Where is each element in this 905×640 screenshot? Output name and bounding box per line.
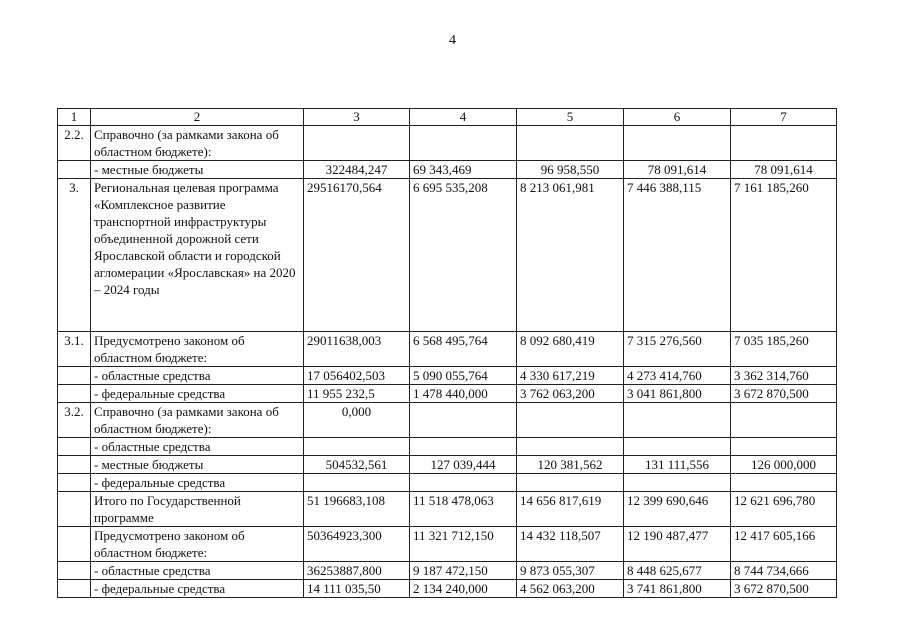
value-cell: 3 362 314,760 — [731, 367, 837, 385]
value-cell: 5 090 055,764 — [410, 367, 517, 385]
header-cell: 3 — [304, 109, 410, 126]
value-cell — [410, 438, 517, 456]
table-row — [58, 161, 837, 179]
row-label: - областные средства — [91, 438, 304, 456]
value-cell: 78 091,614 — [624, 161, 731, 179]
row-label: - федеральные средства — [91, 580, 304, 598]
row-number — [58, 580, 91, 598]
value-cell — [731, 126, 837, 161]
header-cell: 4 — [410, 109, 517, 126]
value-cell: 3 762 063,200 — [517, 385, 624, 403]
table-row — [58, 385, 837, 403]
value-cell: 8 744 734,666 — [731, 562, 837, 580]
value-cell: 4 273 414,760 — [624, 367, 731, 385]
value-cell — [410, 126, 517, 161]
value-cell: 2 134 240,000 — [410, 580, 517, 598]
table-row — [58, 367, 837, 385]
value-cell: 120 381,562 — [517, 456, 624, 474]
value-cell: 504532,561 — [304, 456, 410, 474]
value-cell — [624, 474, 731, 492]
table-row — [58, 562, 837, 580]
value-cell — [731, 403, 837, 438]
table-row — [58, 580, 837, 598]
row-label: Региональная целевая программа «Комплексное развитие транспортной инфраструктуры объединенной дорожной сети Ярославской области и городской агломерации «Ярославская» на 2020 – 2024 годы — [91, 179, 304, 332]
value-cell — [517, 474, 624, 492]
value-cell: 12 417 605,166 — [731, 527, 837, 562]
value-cell — [731, 474, 837, 492]
table-row — [58, 438, 837, 456]
header-cell: 7 — [731, 109, 837, 126]
value-cell: 6 695 535,208 — [410, 179, 517, 332]
row-number — [58, 456, 91, 474]
value-cell: 50364923,300 — [304, 527, 410, 562]
value-cell: 7 446 388,115 — [624, 179, 731, 332]
value-cell — [517, 438, 624, 456]
value-cell — [517, 126, 624, 161]
value-cell: 17 056402,503 — [304, 367, 410, 385]
value-cell: 11 321 712,150 — [410, 527, 517, 562]
value-cell — [517, 403, 624, 438]
table-row — [58, 474, 837, 492]
value-cell — [304, 474, 410, 492]
header-cell: 5 — [517, 109, 624, 126]
value-cell: 78 091,614 — [731, 161, 837, 179]
value-cell: 131 111,556 — [624, 456, 731, 474]
table-row — [58, 456, 837, 474]
value-cell: 4 330 617,219 — [517, 367, 624, 385]
value-cell: 51 196683,108 — [304, 492, 410, 527]
value-cell: 1 478 440,000 — [410, 385, 517, 403]
value-cell: 0,000 — [304, 403, 410, 438]
value-cell: 7 035 185,260 — [731, 332, 837, 367]
value-cell: 127 039,444 — [410, 456, 517, 474]
row-label: Справочно (за рамками закона об областном бюджете): — [91, 403, 304, 438]
row-number: 3. — [58, 179, 91, 332]
value-cell: 7 161 185,260 — [731, 179, 837, 332]
value-cell: 8 092 680,419 — [517, 332, 624, 367]
value-cell — [731, 438, 837, 456]
page-number: 4 — [449, 33, 456, 48]
value-cell — [624, 403, 731, 438]
table-row — [58, 527, 837, 562]
row-number: 3.1. — [58, 332, 91, 367]
value-cell: 8 448 625,677 — [624, 562, 731, 580]
value-cell: 12 399 690,646 — [624, 492, 731, 527]
table-row — [58, 403, 837, 438]
row-number — [58, 474, 91, 492]
value-cell: 322484,247 — [304, 161, 410, 179]
value-cell: 11 955 232,5 — [304, 385, 410, 403]
table-row — [58, 126, 837, 161]
header-cell: 1 — [58, 109, 91, 126]
table-row — [58, 332, 837, 367]
value-cell: 14 656 817,619 — [517, 492, 624, 527]
row-label: - местные бюджеты — [91, 456, 304, 474]
row-number — [58, 385, 91, 403]
budget-table — [57, 108, 837, 598]
row-label: Итого по Государственной программе — [91, 492, 304, 527]
value-cell: 7 315 276,560 — [624, 332, 731, 367]
value-cell — [624, 438, 731, 456]
value-cell — [624, 126, 731, 161]
row-label: - местные бюджеты — [91, 161, 304, 179]
value-cell: 3 672 870,500 — [731, 385, 837, 403]
row-number — [58, 438, 91, 456]
row-label: - федеральные средства — [91, 385, 304, 403]
value-cell: 3 741 861,800 — [624, 580, 731, 598]
value-cell: 29516170,564 — [304, 179, 410, 332]
row-number — [58, 492, 91, 527]
row-label: Предусмотрено законом об областном бюджете: — [91, 527, 304, 562]
row-label: - областные средства — [91, 562, 304, 580]
value-cell — [410, 403, 517, 438]
row-number — [58, 527, 91, 562]
header-cell: 6 — [624, 109, 731, 126]
row-label: - областные средства — [91, 367, 304, 385]
value-cell: 11 518 478,063 — [410, 492, 517, 527]
value-cell: 14 111 035,50 — [304, 580, 410, 598]
value-cell — [304, 438, 410, 456]
row-number — [58, 562, 91, 580]
value-cell: 3 672 870,500 — [731, 580, 837, 598]
row-number — [58, 367, 91, 385]
value-cell — [410, 474, 517, 492]
value-cell: 3 041 861,800 — [624, 385, 731, 403]
value-cell: 96 958,550 — [517, 161, 624, 179]
row-number — [58, 161, 91, 179]
value-cell: 4 562 063,200 — [517, 580, 624, 598]
row-label: Справочно (за рамками закона об областном бюджете): — [91, 126, 304, 161]
header-cell: 2 — [91, 109, 304, 126]
value-cell: 9 187 472,150 — [410, 562, 517, 580]
value-cell: 36253887,800 — [304, 562, 410, 580]
value-cell: 12 190 487,477 — [624, 527, 731, 562]
row-label: Предусмотрено законом об областном бюджете: — [91, 332, 304, 367]
value-cell: 14 432 118,507 — [517, 527, 624, 562]
row-number: 2.2. — [58, 126, 91, 161]
row-number: 3.2. — [58, 403, 91, 438]
value-cell: 126 000,000 — [731, 456, 837, 474]
value-cell: 29011638,003 — [304, 332, 410, 367]
value-cell: 12 621 696,780 — [731, 492, 837, 527]
table-header-row — [58, 109, 837, 126]
value-cell: 8 213 061,981 — [517, 179, 624, 332]
value-cell: 69 343,469 — [410, 161, 517, 179]
row-label: - федеральные средства — [91, 474, 304, 492]
value-cell: 9 873 055,307 — [517, 562, 624, 580]
table-row — [58, 492, 837, 527]
value-cell: 6 568 495,764 — [410, 332, 517, 367]
value-cell — [304, 126, 410, 161]
table-row — [58, 179, 837, 332]
